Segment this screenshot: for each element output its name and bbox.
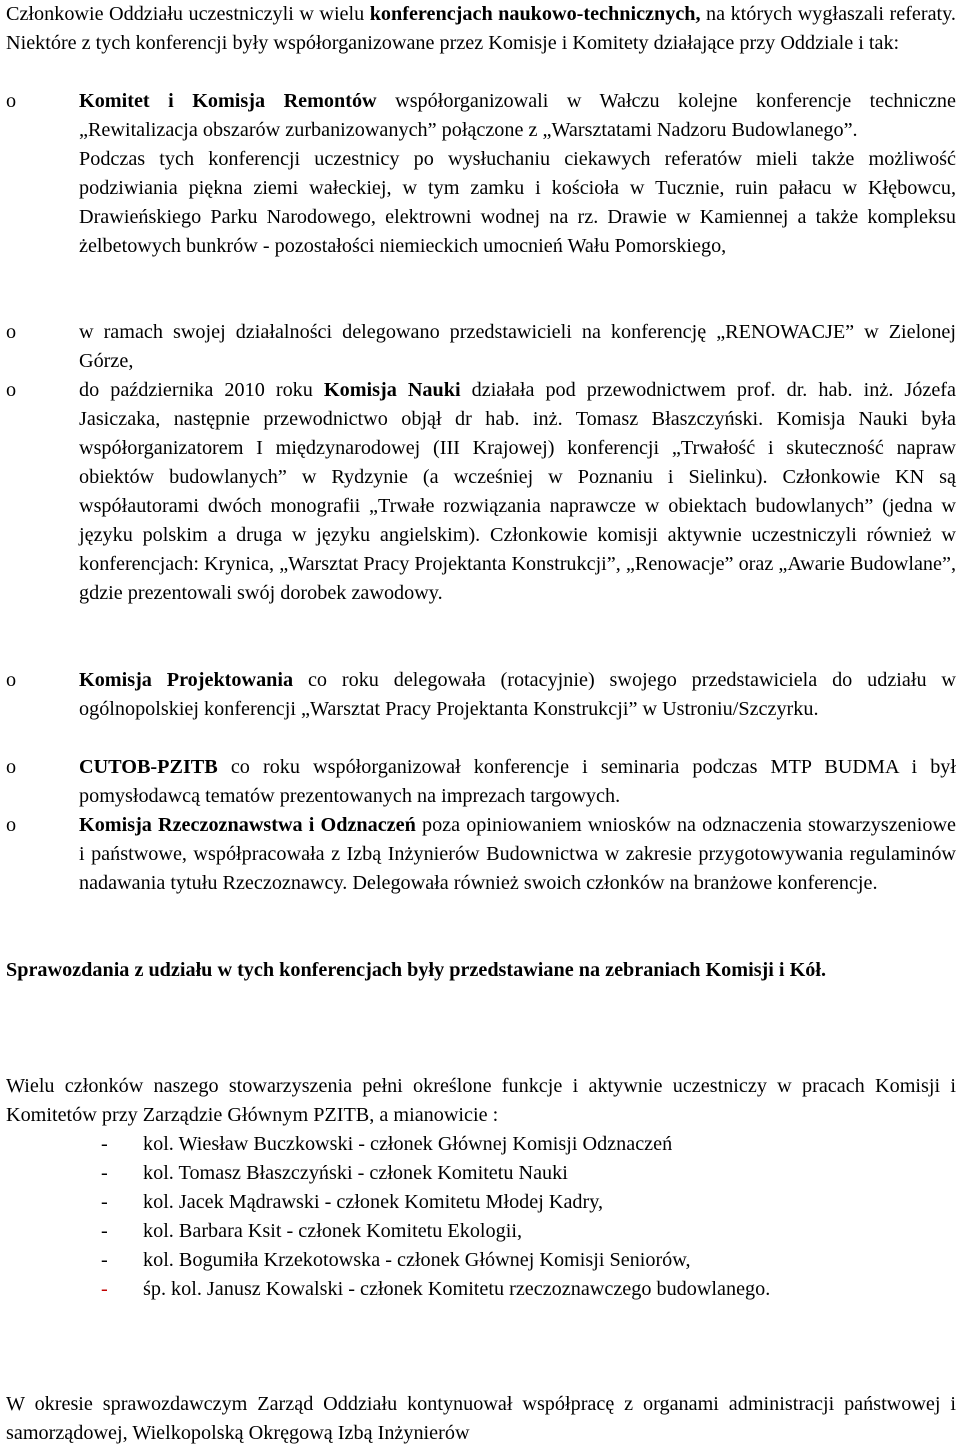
list-item-text: śp. kol. Janusz Kowalski - członek Komitetu rzeczoznawczego budowlanego.: [143, 1278, 771, 1300]
bullet-body: poza opiniowaniem wniosków na odznaczenia stowarzyszeniowe i państwowe, współpracowała z Izbą Inżynierów Budownictwa w zakresie przygotowywania regulaminów nadawania tytułu Rzeczoznawcy. Delegowała również swoich członków na branżowe konferencje.: [79, 814, 957, 894]
list-item: [6, 1275, 956, 1304]
bullet-item-projektowanie: [6, 666, 956, 724]
members-intro-paragraph: Wielu członków naszego stowarzyszenia pełni określone funkcje i aktywnie uczestniczy w pracach Komisji i Komitetów przy Zarządzie Głównym PZITB, a mianowicie :: [6, 1075, 956, 1126]
list-item: [6, 1217, 956, 1246]
bullet-body: co roku współorganizował konferencje i seminaria podczas MTP BUDMA i był pomysłodawcą tematów prezentowanych na imprezach targowych.: [79, 756, 956, 807]
bullet-text: [79, 753, 956, 811]
dash-marker: -: [101, 1133, 108, 1155]
bullet-bold: Komisja Rzeczoznawstwa i Odznaczeń: [79, 814, 416, 836]
bullet-item-renowacje: [6, 318, 956, 376]
dash-marker: -: [101, 1191, 108, 1213]
bullet-item-nauka: [6, 376, 956, 608]
list-item-text: kol. Wiesław Buczkowski - członek Głównej Komisji Odznaczeń: [143, 1133, 673, 1155]
list-item: [6, 1159, 956, 1188]
dash-marker: -: [101, 1220, 108, 1242]
bullet-bold: Komisja Nauki: [323, 379, 461, 401]
bullet-body: co roku delegowała (rotacyjnie) swojego przedstawiciela do udziału w ogólnopolskiej konferencji „Warsztat Pracy Projektanta Konstrukcji” w Ustroniu/Szczyrku.: [79, 669, 956, 720]
bullet-text: w ramach swojej działalności delegowano przedstawicieli na konferencję „RENOWACJE” w Zielonej Górze,: [79, 321, 956, 372]
bullet-item-rzeczoznawstwo: [6, 811, 956, 898]
bullet-marker: o: [6, 756, 17, 778]
intro-text-2: na których wygłaszali referaty. Niektóre z tych konferencji były współorganizowane przez Komisje i Komitety działające przy Oddziale i tak:: [6, 3, 956, 54]
bullet-body-2: działała pod przewodnictwem prof. dr. hab. inż. Józefa Jasiczaka, następnie przewodnictwo objął dr hab. inż. Tomasz Błaszczyński. Komisja Nauki była współorganizatorem I międzynarodowej (III Krajowej) konferencji „Trwałość i skuteczność napraw obiektów budowlanych” w Rydzynie (a wcześniej w Poznaniu i Sielinku). Członkowie KN są współautorami dwóch monografii „Trwałe rozwiązania naprawcze w obiektach budowlanych” (jedna w języku polskim a druga w języku angielskim). Członkowie komisji aktywnie uczestniczyli również w konferencjach: Krynica, „Warsztat Pracy Projektanta Konstrukcji”, „Renowacje” oraz „Awarie Budowlane”, gdzie prezentowali swój dorobek zawodowy.: [79, 379, 956, 604]
dash-marker: -: [101, 1249, 108, 1271]
bullet-marker: o: [6, 90, 17, 112]
dash-marker-red: -: [101, 1278, 108, 1300]
intro-paragraph: [6, 0, 956, 58]
bullet-item-remonty: [6, 87, 956, 261]
bullet-marker: o: [6, 379, 17, 401]
bullet-marker: o: [6, 814, 17, 836]
reports-paragraph: [6, 956, 956, 985]
intro-bold: konferencjach naukowo-technicznych,: [369, 3, 701, 25]
bullet-body-1: do października 2010 roku: [79, 379, 324, 401]
list-item-text: kol. Barbara Ksit - członek Komitetu Ekologii,: [143, 1220, 522, 1242]
bullet-text: [79, 666, 956, 724]
bullet-bold: CUTOB-PZITB: [79, 756, 218, 778]
bullet-text: [79, 811, 956, 898]
list-item-text: kol. Jacek Mądrawski - członek Komitetu Młodej Kadry,: [143, 1191, 604, 1213]
bullet-item-cutob: [6, 753, 956, 811]
bullet-bold: Komitet i Komisja Remontów: [79, 90, 377, 112]
list-item-text: kol. Tomasz Błaszczyński - członek Komitetu Nauki: [143, 1162, 568, 1184]
closing-paragraph: W okresie sprawozdawczym Zarząd Oddziału kontynuował współpracę z organami administracji państwowej i samorządowej, Wielkopolską Okręgową Izbą Inżynierów: [6, 1393, 956, 1444]
list-item: [6, 1246, 956, 1275]
dash-marker: -: [101, 1162, 108, 1184]
intro-text-1: Członkowie Oddziału uczestniczyli w wielu: [6, 3, 370, 25]
bullet-text: [79, 376, 956, 608]
list-item: [6, 1188, 956, 1217]
bullet-marker: o: [6, 321, 17, 343]
list-item: [6, 1130, 956, 1159]
bullet-body: współorganizowali w Wałczu kolejne konferencje techniczne „Rewitalizacja obszarów zurbanizowanych” połączone z „Warsztatami Nadzoru Budowlanego”.: [79, 90, 956, 141]
bullet-text: [79, 87, 956, 145]
list-item-text: kol. Bogumiła Krzekotowska - członek Głównej Komisji Seniorów,: [143, 1249, 691, 1271]
members-list: [6, 1130, 956, 1304]
bullet-bold: Komisja Projektowania: [79, 669, 294, 691]
bullet-marker: o: [6, 669, 17, 691]
reports-bold: Sprawozdania z udziału w tych konferencjach były przedstawiane na zebraniach Komisji i Kół.: [6, 959, 827, 981]
bullet-extra-paragraph: Podczas tych konferencji uczestnicy po wysłuchaniu ciekawych referatów mieli także możliwość podziwiania piękna ziemi wałeckiej, w tym zamku i kościoła w Tucznie, ruin pałacu w Kłębowcu, Drawieńskiego Parku Narodowego, elektrowni wodnej na rz. Drawie w Kamiennej a także kompleksu żelbetowych bunkrów - pozostałości niemieckich umocnień Wału Pomorskiego,: [79, 148, 956, 257]
